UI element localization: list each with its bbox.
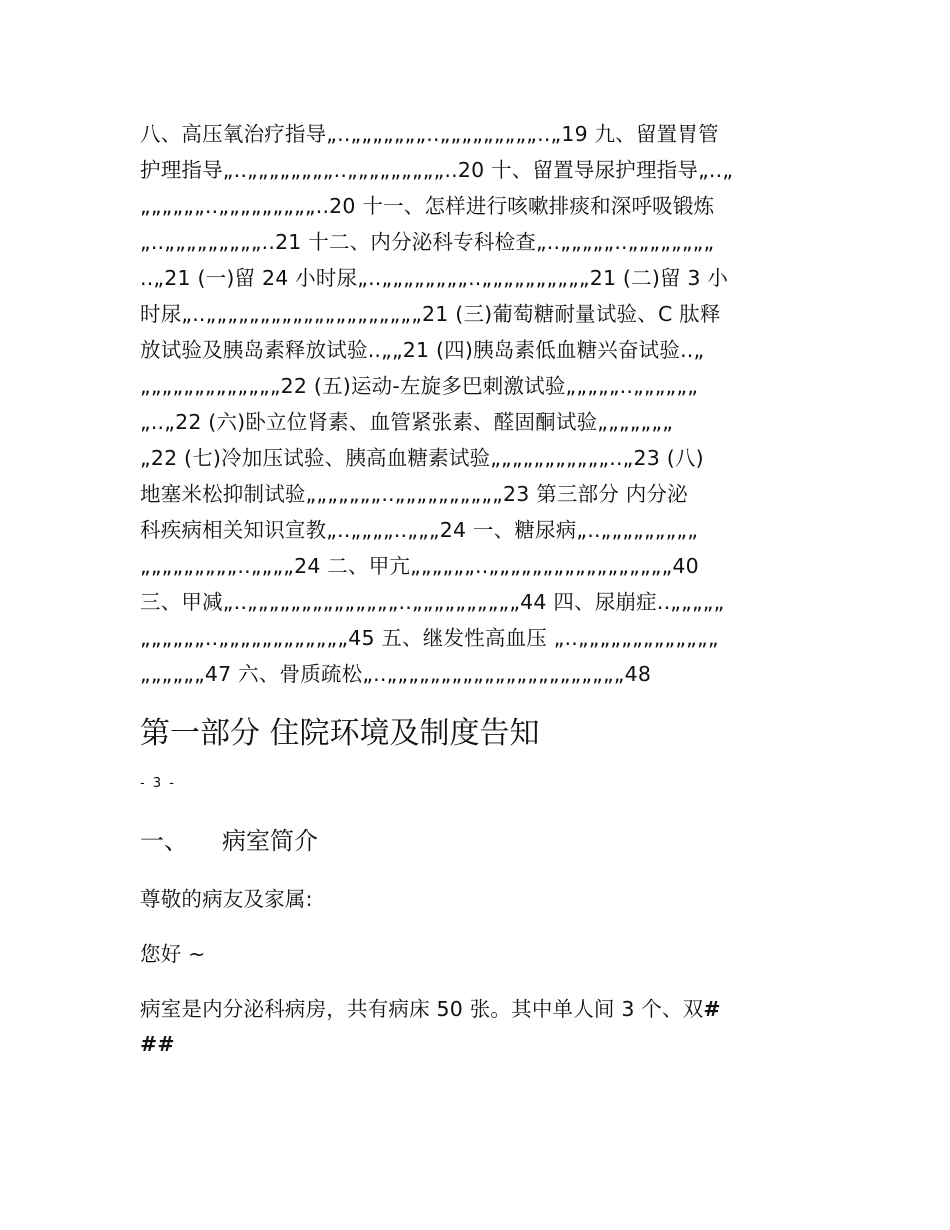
toc-line: „..„22 (六)卧立位肾素、血管紧张素、醛固酮试验„„„„„„„	[140, 410, 674, 434]
toc-line: „„„„„„„„„„„„„22 (五)运动-左旋多巴刺激试验„„„„„..„„„„„„	[140, 374, 699, 398]
trailing-hash-marks: ##	[140, 1032, 175, 1056]
section-title: 病室简介	[222, 827, 318, 855]
hello-text: 您好 ~	[140, 942, 206, 966]
part-heading: 第一部分 住院环境及制度告知	[140, 716, 540, 751]
toc-line: „„„„„„„„„..„„„„24 二、甲亢„„„„„„..„„„„„„„„„„„„„„„„„40	[140, 554, 699, 578]
toc-line: „..„„„„„„„„„..21 十二、内分泌科专科检查„..„„„„„..„„„„„„„„	[140, 230, 715, 254]
toc-line: „„„„„„..„„„„„„„„„„„„45 五、继发性高血压 „..„„„„„„„„„„„„„	[140, 626, 719, 650]
toc-line: 护理指导„..„„„„„„„„..„„„„„„„„„..20 十、留置导尿护理指导„..„	[140, 158, 734, 182]
toc-line: 地塞米松抑制试验„„„„„„„..„„„„„„„„„„23 第三部分 内分泌	[140, 482, 688, 506]
toc-line: 八、高压氧治疗指导„..„„„„„„„..„„„„„„„„„..„19 九、留置胃管	[140, 122, 719, 146]
toc-line: 科疾病相关知识宣教„..„„„„..„„„24 一、糖尿病„..„„„„„„„„„	[140, 518, 699, 542]
toc-line: 时尿„..„„„„„„„„„„„„„„„„„„„„21 (三)葡萄糖耐量试验、C 肽释	[140, 302, 721, 326]
toc-line: „„„„„„47 六、骨质疏松„..„„„„„„„„„„„„„„„„„„„„„„48	[140, 662, 652, 686]
toc-line: „„„„„„..„„„„„„„„„..20 十一、怎样进行咳嗽排痰和深呼吸锻炼	[140, 194, 715, 218]
section-number: 一、	[140, 827, 188, 855]
greeting-text: 尊敬的病友及家属:	[140, 887, 313, 911]
section-heading	[140, 825, 318, 857]
toc-line: 三、甲减„..„„„„„„„„„„„„„„..„„„„„„„„„„44 四、尿崩症..„„„„„	[140, 590, 725, 614]
intro-paragraph	[140, 996, 721, 1022]
page-number: - 3 -	[140, 776, 176, 791]
toc-line: „22 (七)冷加压试验、胰高血糖素试验„„„„„„„„„„„..„23 (八)	[140, 446, 704, 470]
intro-text: 病室是内分泌科病房，共有病床 50 张。其中单人间 3 个、双	[140, 997, 704, 1021]
intro-hash-marks: #	[703, 997, 721, 1021]
toc-line: 放试验及胰岛素释放试验..„„21 (四)胰岛素低血糖兴奋试验..„	[140, 338, 705, 362]
toc-line: ..„21 (一)留 24 小时尿„..„„„„„„„„..„„„„„„„„„„21 (二)留 3 小	[140, 266, 729, 290]
